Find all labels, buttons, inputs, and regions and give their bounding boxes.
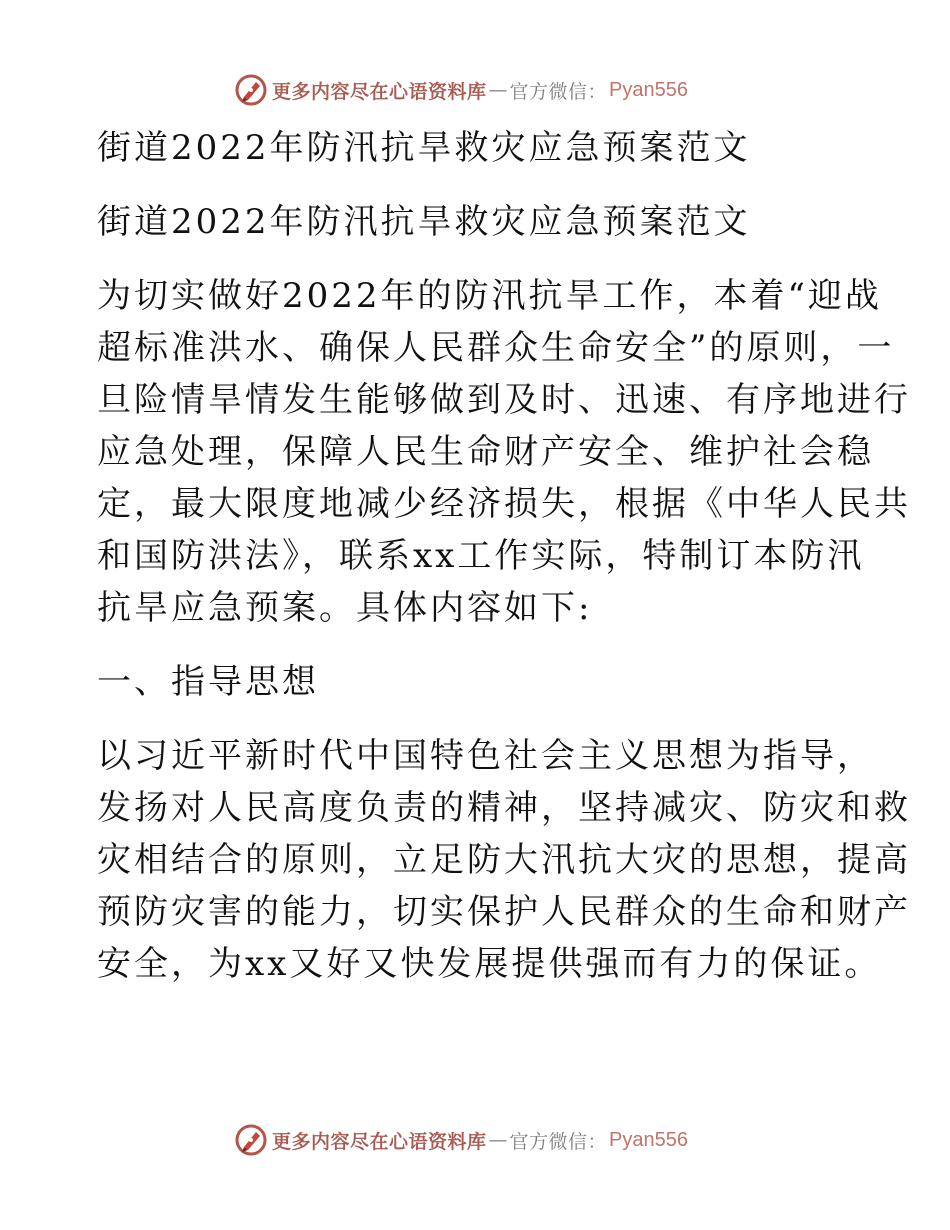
section-line: 灾相结合的原则，立足防大汛抗大灾的思想，提高 bbox=[97, 840, 911, 880]
banner-wechat-id: Pyan556 bbox=[609, 78, 688, 101]
document-title: 街道2022年防汛抗旱救灾应急预案范文 bbox=[97, 128, 751, 168]
intro-line: 和国防洪法》，联系xx工作实际，特制订本防汛 bbox=[97, 536, 865, 576]
pen-nib-logo-icon bbox=[234, 73, 268, 107]
intro-line: 抗旱应急预案。具体内容如下: bbox=[97, 588, 593, 628]
section-line: 以习近平新时代中国特色社会主义思想为指导， bbox=[97, 736, 874, 776]
intro-line: 定，最大限度地减少经济损失，根据《中华人民共 bbox=[97, 484, 911, 524]
header-banner-content bbox=[234, 70, 688, 110]
intro-line: 应急处理，保障人民生命财产安全、维护社会稳 bbox=[97, 432, 874, 472]
banner-dash: — bbox=[488, 79, 508, 101]
section-line: 安全，为xx又好又快发展提供强而有力的保证。 bbox=[97, 944, 882, 984]
banner-brand-text: 更多内容尽在心语资料库 bbox=[272, 1130, 487, 1153]
banner-brand-text: 更多内容尽在心语资料库 bbox=[272, 80, 487, 103]
pen-nib-logo-icon bbox=[234, 1123, 268, 1157]
banner-dash: — bbox=[488, 1129, 508, 1151]
document-subtitle: 街道2022年防汛抗旱救灾应急预案范文 bbox=[97, 202, 751, 242]
header-banner bbox=[0, 70, 950, 110]
banner-official-label: 官方微信： bbox=[509, 80, 608, 103]
intro-line: 为切实做好2022年的防汛抗旱工作，本着“迎战 bbox=[97, 276, 882, 316]
intro-line: 超标准洪水、确保人民群众生命安全”的原则，一 bbox=[97, 328, 895, 368]
banner-official-label: 官方微信： bbox=[509, 1130, 608, 1153]
footer-banner bbox=[0, 1120, 950, 1160]
section-line: 预防灾害的能力，切实保护人民群众的生命和财产 bbox=[97, 892, 911, 932]
guiding-thought-paragraph bbox=[97, 730, 911, 990]
section-line: 发扬对人民高度负责的精神，坚持减灾、防灾和救 bbox=[97, 788, 911, 828]
footer-banner-content bbox=[234, 1120, 688, 1160]
section-heading: 一、指导思想 bbox=[97, 662, 319, 702]
banner-wechat-id: Pyan556 bbox=[609, 1128, 688, 1151]
intro-paragraph bbox=[97, 270, 911, 634]
document-body bbox=[97, 122, 911, 990]
intro-line: 旦险情旱情发生能够做到及时、迅速、有序地进行 bbox=[97, 380, 911, 420]
